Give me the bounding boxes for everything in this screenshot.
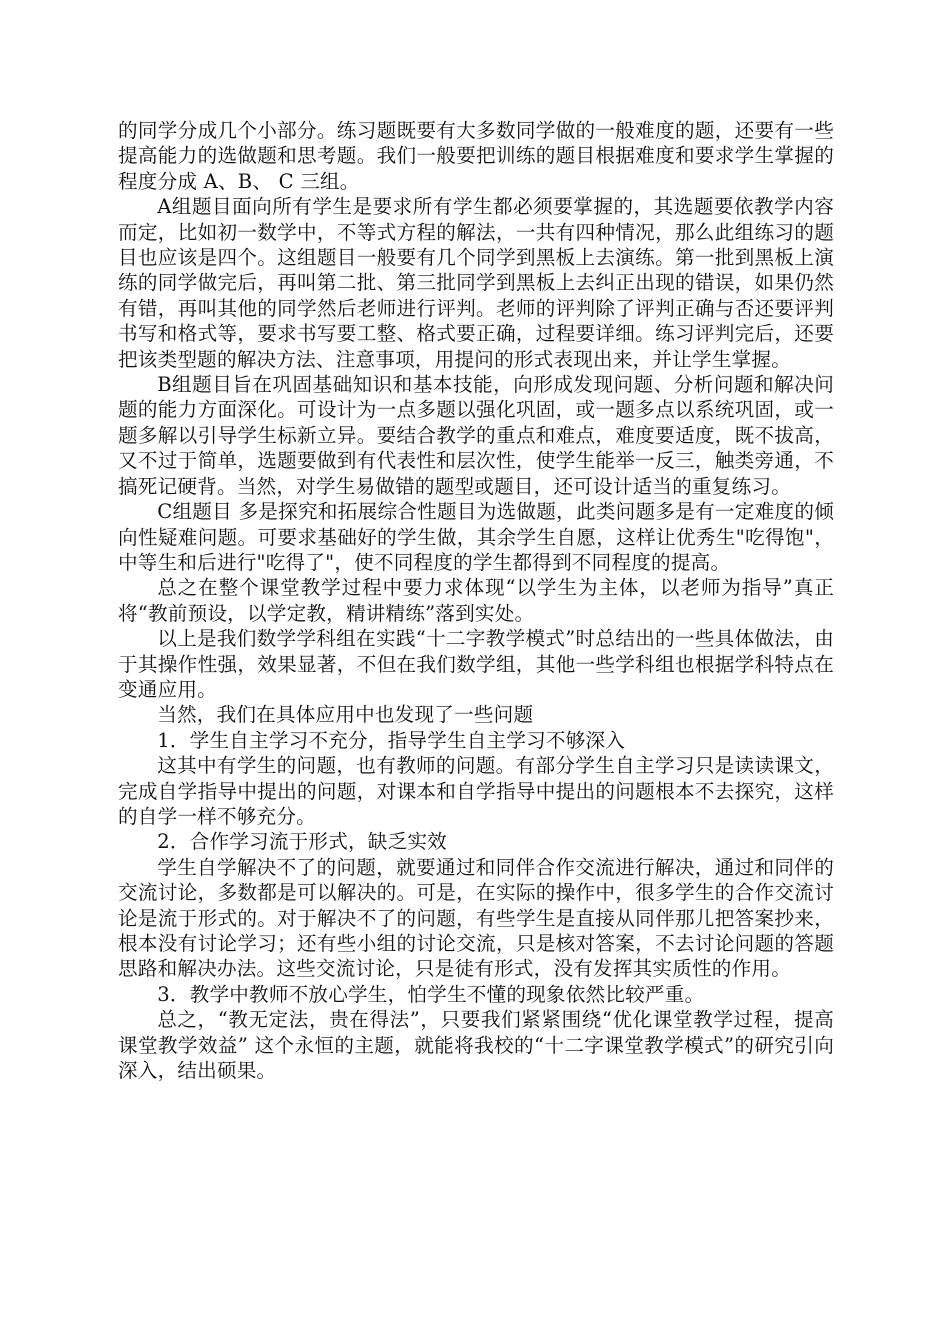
problem-heading-3: 3．教学中教师不放心学生，怕学生不懂的现象依然比较严重。 (157, 982, 705, 1006)
paragraph-group-a: A组题目面向所有学生是要求所有学生都必须要掌握的，其选题要依教学内容而定，比如初一数学中，不等式方程的解法，一共有四种情况，那么此组练习的题目也应该是四个。这组题目一般要有几个同学到黑板上去演练。第一批到黑板上演练的同学做完后，再叫第二批、第三批同学到黑板上去纠正出现的错误，如果仍然有错，再叫其他的同学然后老师进行评判。老师的评判除了评判正确与否还要评判书写和格式等，要求书写要工整、格式要正确，过程要详细。练习评判完后，还要把该类型题的解决方法、注意事项，用提问的形式表现出来，并让学生掌握。 (118, 195, 834, 371)
problem-heading-1: 1．学生自主学习不充分，指导学生自主学习不够深入 (157, 728, 626, 752)
paragraph-problem-1: 这其中有学生的问题，也有教师的问题。有部分学生自主学习只是读读课文，完成自学指导中提出的问题，对课本和自学指导中提出的问题根本不去探究，这样的自学一样不够充分。 (118, 754, 834, 828)
body-text (118, 118, 834, 1083)
paragraph-problems-intro: 当然，我们在具体应用中也发现了一些问题 (157, 703, 534, 727)
paragraph-problem-2: 学生自学解决不了的问题，就要通过和同伴合作交流进行解决，通过和同伴的交流讨论，多数都是可以解决的。可是，在实际的操作中，很多学生的合作交流讨论是流于形式的。对于解决不了的问题，有些学生是直接从同伴那儿把答案抄来，根本没有讨论学习；还有些小组的讨论交流，只是核对答案，不去讨论问题的答题思路和解决办法。这些交流讨论，只是徒有形式，没有发挥其实质性的作用。 (118, 855, 834, 981)
paragraph-continuation: 的同学分成几个小部分。练习题既要有大多数同学做的一般难度的题，还要有一些提高能力的选做题和思考题。我们一般要把训练的题目根据难度和要求学生掌握的程度分成 A、B、 C 三组。 (118, 119, 834, 193)
paragraph-group-b: B组题目旨在巩固基础知识和基本技能，向形成发现问题、分析问题和解决问题的能力方面深化。可设计为一点多题以强化巩固，或一题多点以系统巩固，或一题多解以引导学生标新立异。要结合教学的重点和难点，难度要适度，既不拔高，又不过于简单，选题要做到有代表性和层次性，使学生能举一反三，触类旁通，不搞死记硬背。当然，对学生易做错的题型或题目，还可设计适当的重复练习。 (118, 373, 834, 498)
paragraph-conclusion: 总之，“教无定法，贵在得法”，只要我们紧紧围绕“优化课堂教学过程，提高课堂教学效益” 这个永恒的主题，就能将我校的“十二字课堂教学模式”的研究引向深入，结出硕果。 (118, 1008, 834, 1083)
paragraph-group-c: C组题目 多是探究和拓展综合性题目为选做题，此类问题多是有一定难度的倾向性疑难问题。可要求基础好的学生做，其余学生自愿，这样让优秀生"吃得饱"，中等生和后进行"吃得了"，使不同程度的学生都得到不同程度的提高。 (118, 500, 834, 574)
paragraph-practice: 以上是我们数学学科组在实践“十二字教学模式”时总结出的一些具体做法，由于其操作性强，效果显著，不但在我们数学组，其他一些学科组也根据学科特点在变通应用。 (118, 627, 834, 701)
problem-heading-2: 2．合作学习流于形式，缺乏实效 (157, 830, 447, 854)
paragraph-summary: 总之在整个课堂教学过程中要力求体现“以学生为主体，以老师为指导”真正将“教前预设，以学定教，精讲精练”落到实处。 (118, 576, 834, 625)
